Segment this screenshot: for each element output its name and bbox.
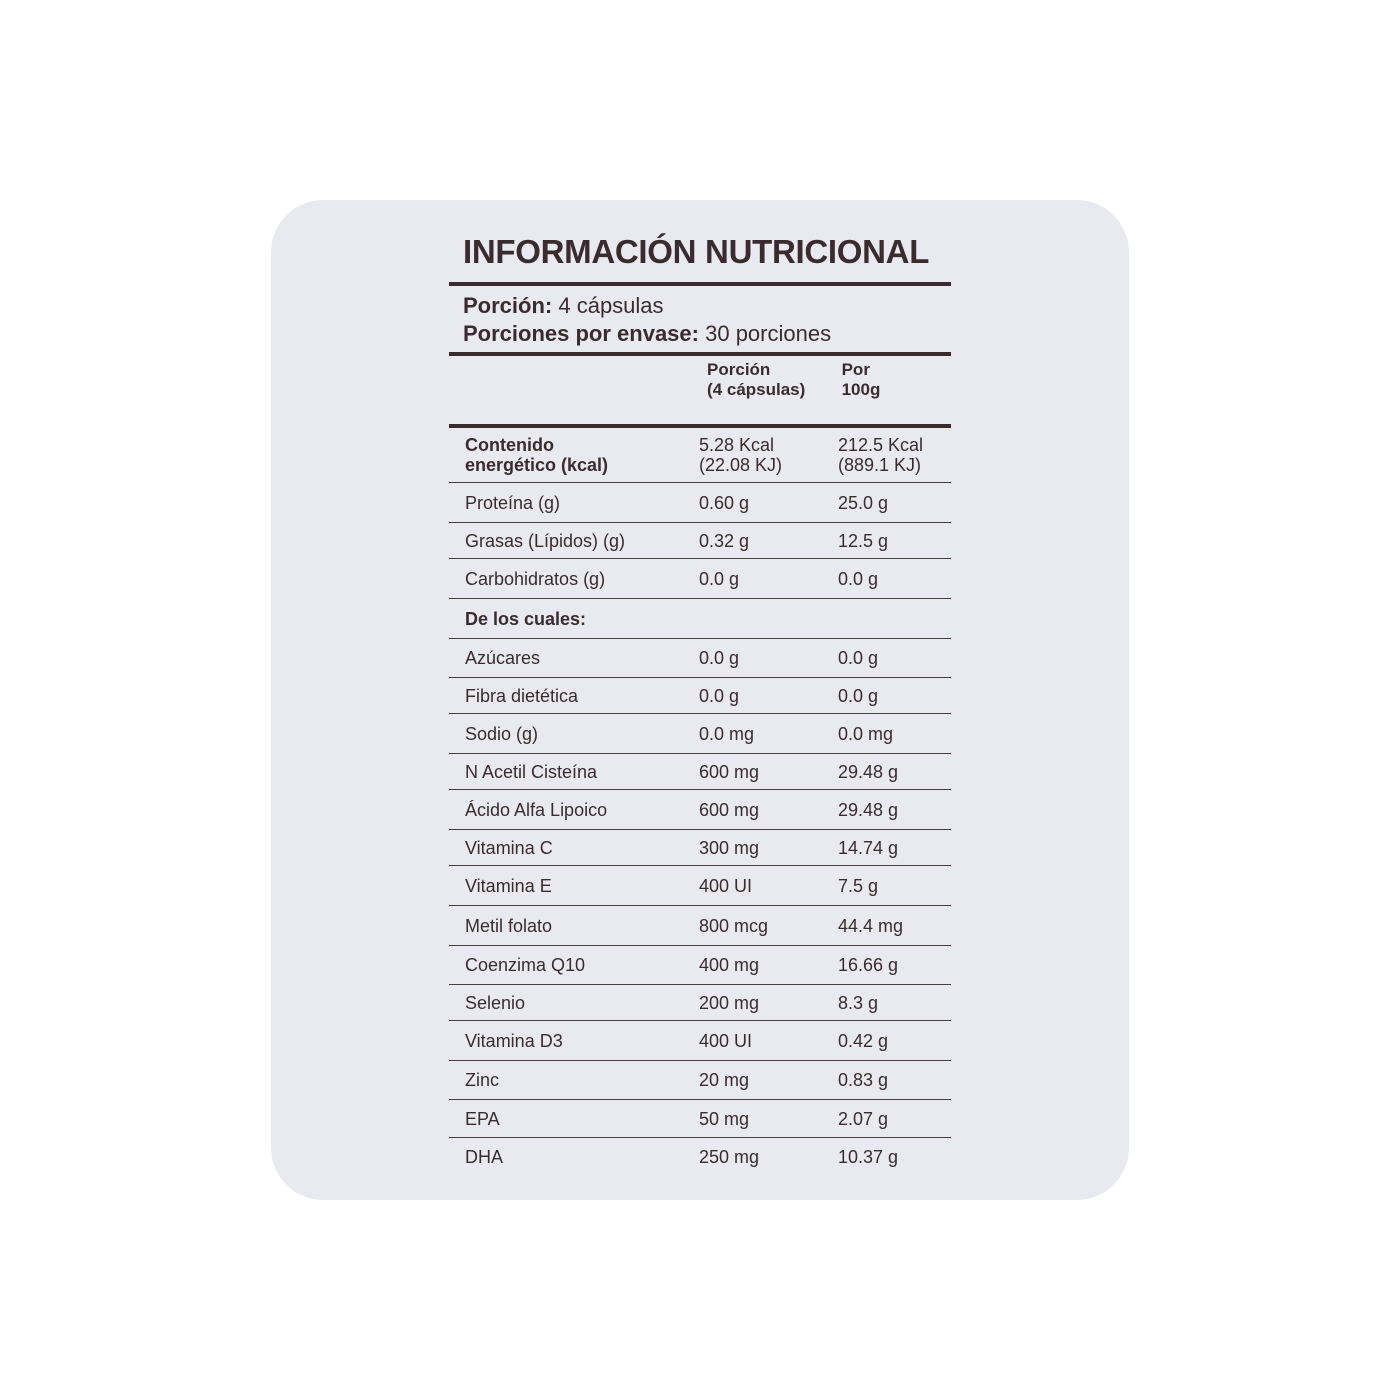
- portion-value: 0.32 g: [699, 530, 750, 551]
- serving-size-row: [463, 292, 951, 320]
- energy-portion-line1: 5.28 Kcal: [699, 435, 775, 455]
- header-portion: [707, 360, 842, 424]
- table-row: [449, 830, 951, 866]
- per100-value: 44.4 mg: [838, 915, 904, 936]
- portion-value: 200 mg: [699, 992, 760, 1013]
- per100-value: 0.0 g: [838, 568, 879, 589]
- nutrient-name: Metil folato: [465, 915, 553, 936]
- table-row: [449, 639, 951, 678]
- portion-value: 0.0 g: [699, 568, 740, 589]
- table-row: [449, 1100, 951, 1138]
- nutrient-name: Coenzima Q10: [465, 955, 586, 975]
- per100-value: 25.0 g: [838, 492, 889, 513]
- page-title: INFORMACIÓN NUTRICIONAL: [449, 230, 951, 286]
- nutrient-name: Ácido Alfa Lipoico: [465, 799, 608, 820]
- per100-value: 7.5 g: [838, 875, 879, 896]
- energy-portion: [699, 435, 838, 475]
- table-row: [449, 790, 951, 830]
- header-nutrient: [449, 360, 707, 424]
- per100-value: 29.48 g: [838, 761, 899, 782]
- table-row: [449, 1138, 951, 1176]
- portion-value: 250 mg: [699, 1147, 760, 1167]
- nutrient-name: Grasas (Lípidos) (g): [465, 530, 626, 551]
- per100-value: 10.37 g: [838, 1147, 899, 1167]
- energy-portion-line2: (22.08 KJ): [699, 455, 783, 475]
- table-row: [449, 599, 951, 639]
- portion-value: 0.0 mg: [699, 723, 755, 744]
- nutrient-name: DHA: [465, 1147, 504, 1167]
- servings-per-container-label: Porciones por envase:: [463, 321, 699, 346]
- nutrition-facts: [449, 230, 951, 1176]
- nutrient-name: Fibra dietética: [465, 685, 579, 706]
- portion-value: 0.0 g: [699, 648, 740, 668]
- portion-value: 600 mg: [699, 761, 760, 782]
- per100-value: 2.07 g: [838, 1108, 889, 1129]
- nutrient-name: Vitamina E: [465, 875, 552, 896]
- portion-value: 0.0 g: [699, 685, 740, 706]
- nutrient-name: Proteína (g): [465, 492, 561, 513]
- servings-per-container-value: 30 porciones: [705, 321, 832, 346]
- portion-value: 400 UI: [699, 875, 753, 896]
- header-portion-line2: (4 cápsulas): [707, 380, 806, 399]
- per100-value: 29.48 g: [838, 799, 899, 820]
- table-row-energy: [449, 428, 951, 483]
- serving-info: [449, 286, 951, 356]
- nutrient-name: Vitamina C: [465, 837, 553, 858]
- table-header: [449, 356, 951, 428]
- table-row: [449, 985, 951, 1021]
- servings-per-container-row: [463, 320, 951, 348]
- energy-per100-line1: 212.5 Kcal: [838, 435, 924, 455]
- energy-per100-line2: (889.1 KJ): [838, 455, 922, 475]
- table-row: [449, 1021, 951, 1061]
- table-row: [449, 523, 951, 559]
- table-row: [449, 866, 951, 906]
- per100-value: 0.0 mg: [838, 723, 894, 744]
- table-row: [449, 714, 951, 754]
- per100-value: 0.83 g: [838, 1070, 889, 1090]
- header-per100-line1: Por: [841, 360, 870, 379]
- energy-per100: [838, 435, 951, 475]
- table-body: [449, 428, 951, 1176]
- serving-size-value: 4 cápsulas: [558, 293, 664, 318]
- table-row: [449, 559, 951, 599]
- energy-name-line1: Contenido: [465, 435, 554, 455]
- energy-name-line2: energético (kcal): [465, 455, 609, 475]
- portion-value: 20 mg: [699, 1070, 750, 1090]
- nutrient-name: Zinc: [465, 1070, 500, 1090]
- table-row: [449, 678, 951, 714]
- per100-value: 0.42 g: [838, 1030, 889, 1051]
- nutrient-name: Azúcares: [465, 648, 541, 668]
- nutrient-name: EPA: [465, 1108, 500, 1129]
- header-per100: [842, 360, 951, 424]
- nutrient-name: Carbohidratos (g): [465, 568, 606, 589]
- portion-value: 600 mg: [699, 799, 760, 820]
- table-row: [449, 1061, 951, 1100]
- per100-value: 0.0 g: [838, 685, 879, 706]
- table-row: [449, 754, 951, 790]
- portion-value: 400 UI: [699, 1030, 753, 1051]
- nutrient-name: Selenio: [465, 992, 526, 1013]
- table-row: [449, 483, 951, 523]
- header-per100-line2: 100g: [841, 380, 881, 399]
- per100-value: 14.74 g: [838, 837, 899, 858]
- portion-value: 400 mg: [699, 955, 760, 975]
- table-row: [449, 946, 951, 985]
- nutrient-name: De los cuales:: [465, 608, 587, 629]
- nutrient-name: N Acetil Cisteína: [465, 761, 598, 782]
- header-portion-line1: Porción: [707, 360, 771, 379]
- portion-value: 0.60 g: [699, 492, 750, 513]
- portion-value: 50 mg: [699, 1108, 750, 1129]
- per100-value: 12.5 g: [838, 530, 889, 551]
- per100-value: 8.3 g: [838, 992, 879, 1013]
- serving-size-label: Porción:: [463, 293, 553, 318]
- nutrient-name: Vitamina D3: [465, 1030, 563, 1051]
- portion-value: 800 mcg: [699, 915, 769, 936]
- per100-value: 0.0 g: [838, 648, 879, 668]
- energy-name: [449, 435, 699, 475]
- portion-value: 300 mg: [699, 837, 760, 858]
- nutrient-name: Sodio (g): [465, 723, 539, 744]
- per100-value: 16.66 g: [838, 955, 899, 975]
- table-row: [449, 906, 951, 946]
